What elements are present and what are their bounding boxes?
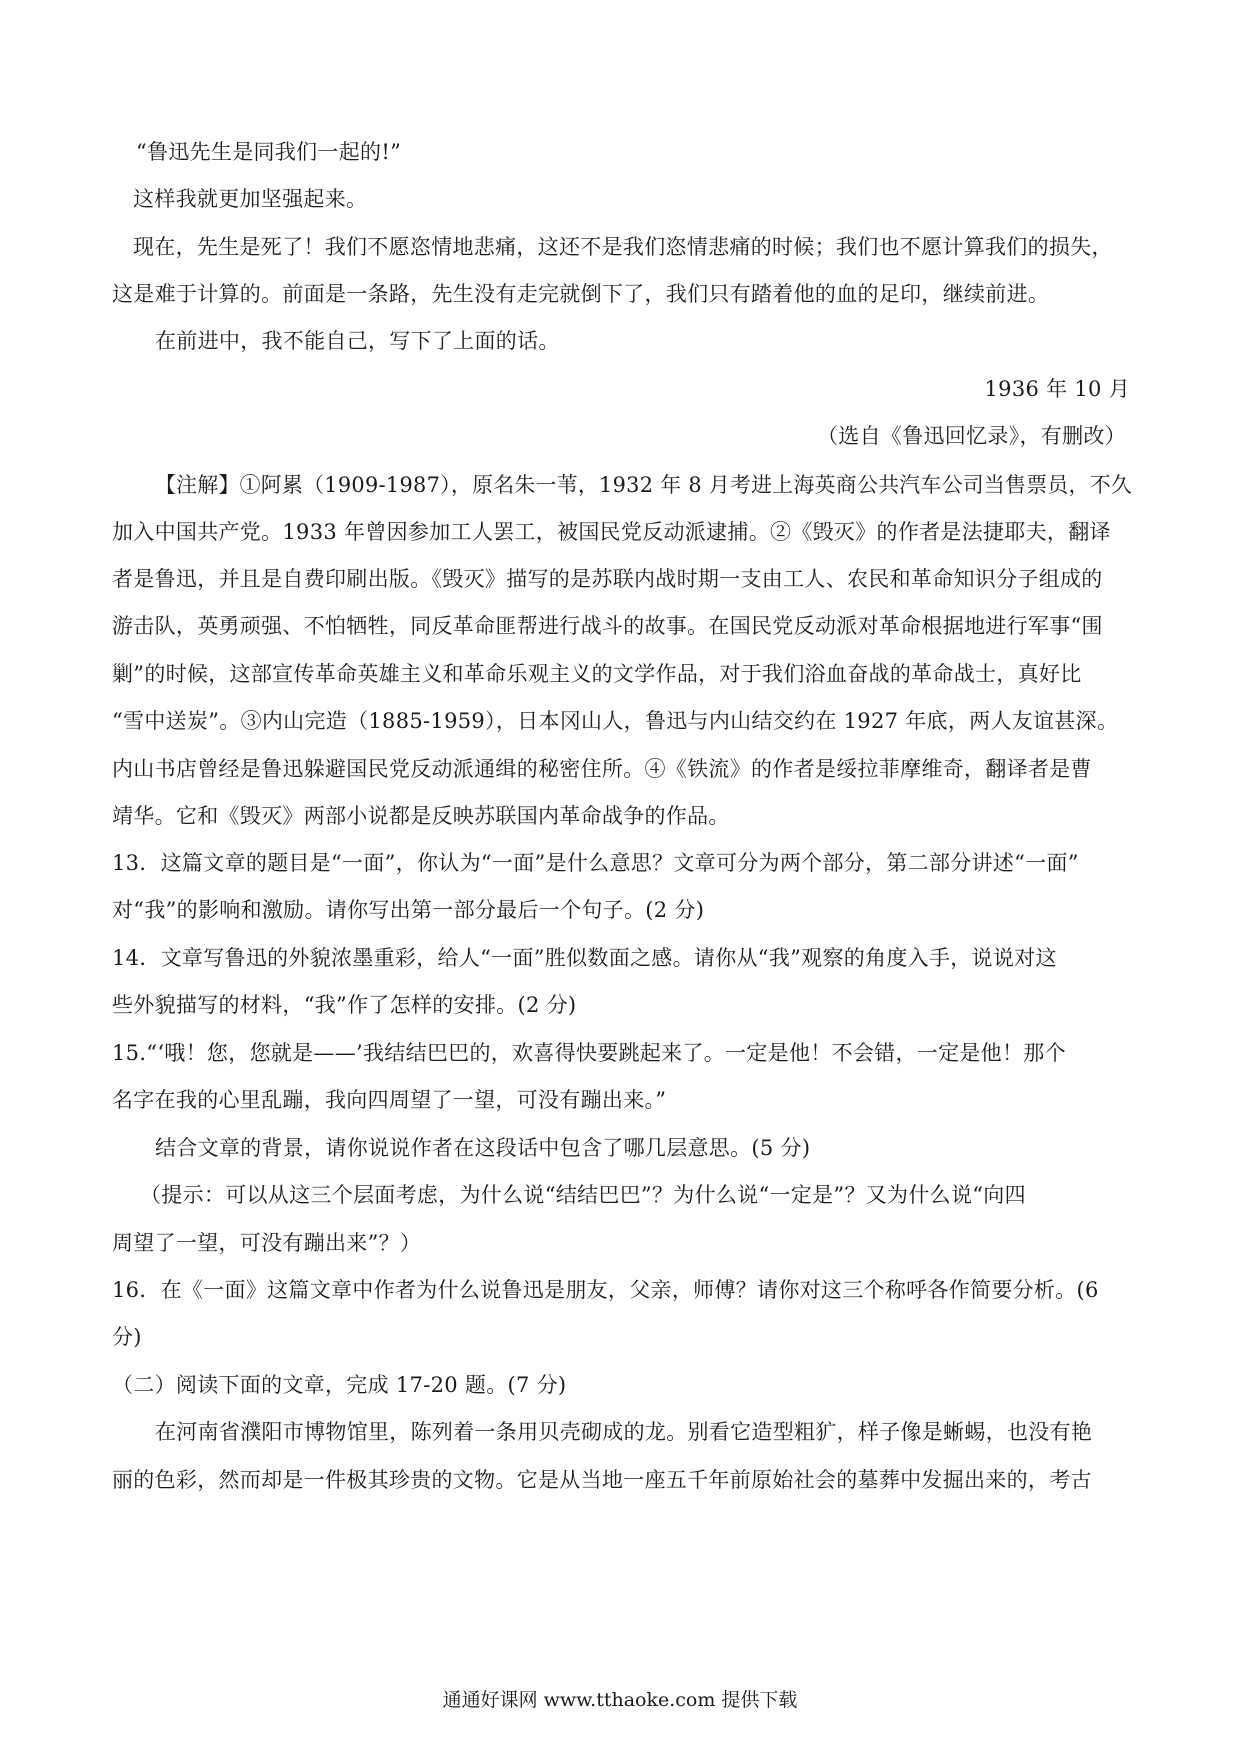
question-15: 15.“‘哦！您，您就是——’我结结巴巴的，欢喜得快要跳起来了。一定是他！不会错，一定是他！那个 bbox=[112, 1041, 1066, 1065]
section-heading: （二）阅读下面的文章，完成 17-20 题。(7 分) bbox=[112, 1373, 567, 1397]
notes-line: 靖华。它和《毁灭》两部小说都是反映苏联国内革命战争的作品。 bbox=[112, 804, 730, 828]
passage-line: 在前进中，我不能自己，写下了上面的话。 bbox=[155, 329, 560, 353]
question-16: 16．在《一面》这篇文章中作者为什么说鲁迅是朋友，父亲，师傅？请你对这三个称呼各作简要分析。(6 bbox=[112, 1278, 1099, 1302]
passage-line: 这样我就更加坚强起来。 bbox=[133, 187, 368, 211]
question-15-cont: 名字在我的心里乱蹦，我向四周望了一望，可没有蹦出来。” bbox=[112, 1088, 667, 1112]
question-14: 14．文章写鲁迅的外貌浓墨重彩，给人“一面”胜似数面之感。请你从“我”观察的角度入手，说说对这 bbox=[112, 946, 1057, 970]
passage-line: 现在，先生是死了！我们不愿恣情地悲痛，这还不是我们恣情悲痛的时候；我们也不愿计算我们的损失， bbox=[133, 235, 1113, 259]
passage-date: 1936 年 10 月 bbox=[984, 377, 1130, 401]
question-13: 13．这篇文章的题目是“一面”，你认为“一面”是什么意思？文章可分为两个部分，第二部分讲述“一面” bbox=[112, 851, 1079, 875]
question-15-hint-cont: 周望了一望，可没有蹦出来”？） bbox=[112, 1231, 422, 1255]
question-16-cont: 分) bbox=[112, 1325, 142, 1349]
page-footer: 通通好课网 www.tthaoke.com 提供下载 bbox=[442, 1689, 798, 1711]
notes-line: 内山书店曾经是鲁迅躲避国民党反动派通缉的秘密住所。④《铁流》的作者是绥拉菲摩维奇，翻译者是曹 bbox=[112, 757, 1092, 781]
notes-line: 剿”的时候，这部宣传革命英雄主义和革命乐观主义的文学作品，对于我们浴血奋战的革命战士，真好比 bbox=[112, 662, 1082, 686]
notes-line: 游击队，英勇顽强、不怕牺牲，同反革命匪帮进行战斗的故事。在国民党反动派对革命根据地进行军事“围 bbox=[112, 614, 1103, 638]
passage-quote: “鲁迅先生是同我们一起的!” bbox=[136, 140, 402, 164]
section-passage-line: 丽的色彩，然而却是一件极其珍贵的文物。它是从当地一座五千年前原始社会的墓葬中发掘出来的，考古 bbox=[112, 1468, 1092, 1492]
question-14-cont: 些外貌描写的材料，“我”作了怎样的安排。(2 分) bbox=[112, 993, 577, 1017]
notes-line: 【注解】①阿累（1909-1987），原名朱一苇，1932 年 8 月考进上海英商公共汽车公司当售票员，不久 bbox=[155, 473, 1133, 497]
question-15-prompt: 结合文章的背景，请你说说作者在这段话中包含了哪几层意思。(5 分) bbox=[155, 1136, 811, 1160]
question-15-hint: （提示：可以从这三个层面考虑，为什么说“结结巴巴”？为什么说“一定是”？又为什么说“向四 bbox=[140, 1183, 1026, 1207]
passage-line: 这是难于计算的。前面是一条路，先生没有走完就倒下了，我们只有踏着他的血的足印，继续前进。 bbox=[112, 282, 1050, 306]
question-13-cont: 对“我”的影响和激励。请你写出第一部分最后一个句子。(2 分) bbox=[112, 898, 705, 922]
notes-line: 加入中国共产党。1933 年曾因参加工人罢工，被国民党反动派逮捕。②《毁灭》的作者是法捷耶夫，翻译 bbox=[112, 520, 1111, 544]
notes-line: “雪中送炭”。③内山完造（1885-1959），日本冈山人，鲁迅与内山结交约在 1927 年底，两人友谊甚深。 bbox=[112, 709, 1119, 733]
passage-source: （选自《鲁迅回忆录》，有删改） bbox=[817, 424, 1126, 448]
section-passage-line: 在河南省濮阳市博物馆里，陈列着一条用贝壳砌成的龙。别看它造型粗犷，样子像是蜥蜴，也没有艳 bbox=[155, 1420, 1093, 1444]
notes-line: 者是鲁迅，并且是自费印刷出版。《毁灭》描写的是苏联内战时期一支由工人、农民和革命知识分子组成的 bbox=[112, 567, 1103, 591]
